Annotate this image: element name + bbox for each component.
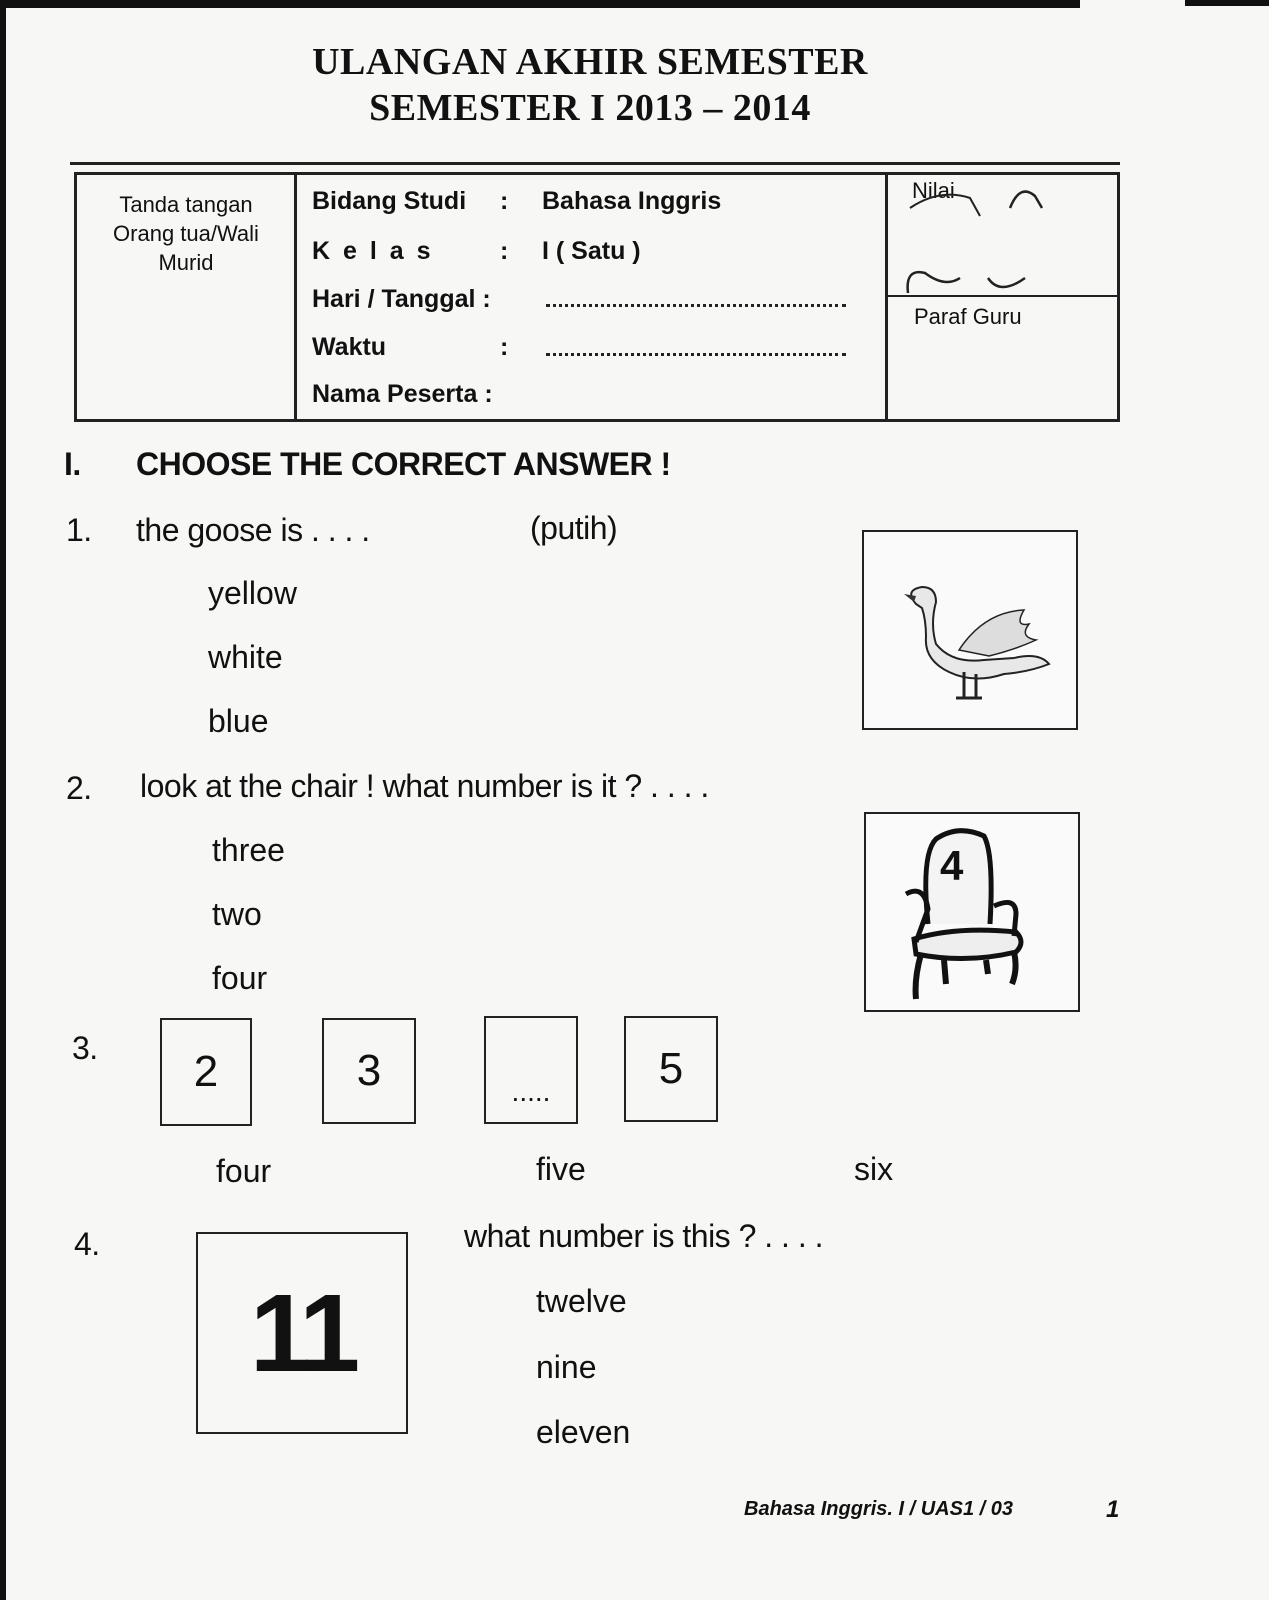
scan-edge-left [0,0,6,1600]
q1-text: the goose is . . . . [136,512,370,548]
q4-option-a[interactable]: twelve [536,1283,627,1319]
q4-number: 4. [74,1226,100,1262]
header-divider-1 [294,172,297,422]
section-number: I. [64,446,81,482]
header-rule [70,162,1120,165]
q3-box-blank: ..... [484,1016,578,1124]
chair-picture [864,812,1080,1012]
q3-number: 3. [72,1030,98,1066]
q3-box-2: 3 [322,1018,416,1124]
q3-box-4: 5 [624,1016,718,1122]
field-value-subject: Bahasa Inggris [542,187,722,215]
q2-number: 2. [66,770,92,806]
scan-edge-top [0,0,1080,8]
q3-option-a[interactable]: four [216,1153,272,1189]
goose-picture [862,530,1078,730]
goose-icon [864,532,1076,728]
q1-option-c[interactable]: blue [208,703,269,739]
q1-option-a[interactable]: yellow [208,575,297,611]
q1-number: 1. [66,512,92,548]
section-title: CHOOSE THE CORRECT ANSWER ! [136,446,671,482]
field-sep-class: : [500,237,509,265]
q4-number-box: 11 [196,1232,408,1434]
q3-box-1: 2 [160,1018,252,1126]
q2-option-b[interactable]: two [212,896,262,932]
q3-option-c[interactable]: six [854,1151,894,1187]
chair-icon [866,814,1078,1010]
field-label-name: Nama Peserta : [312,380,493,408]
page-number: 1 [1106,1496,1120,1523]
q3-option-b[interactable]: five [536,1151,586,1187]
chair-number: 4 [940,842,964,889]
exam-title: ULANGAN AKHIR SEMESTER [312,41,868,83]
field-label-class: K e l a s [312,237,434,265]
q4-text: what number is this ? . . . . [464,1218,823,1254]
exam-subtitle: SEMESTER I 2013 – 2014 [369,87,811,129]
q1-option-b[interactable]: white [208,639,283,675]
scan-edge-top-right [1185,0,1269,6]
handwritten-score [900,178,1080,298]
time-blank [546,353,846,356]
date-blank [546,304,846,307]
q4-option-c[interactable]: eleven [536,1414,631,1450]
field-label-subject: Bidang Studi [312,187,467,215]
q2-option-c[interactable]: four [212,960,268,996]
q4-option-b[interactable]: nine [536,1349,597,1385]
paraf-label: Paraf Guru [914,304,1022,329]
footer-code: Bahasa Inggris. I / UAS1 / 03 [744,1498,1013,1520]
field-sep-subject: : [500,187,509,215]
field-label-time: Waktu [312,333,387,361]
q2-option-a[interactable]: three [212,832,285,868]
q2-text: look at the chair ! what number is it ? . . . . [140,768,709,804]
field-value-class: I ( Satu ) [542,237,641,265]
signature-label: Tanda tangan Orang tua/Wali Murid [113,192,259,275]
field-label-date: Hari / Tanggal : [312,285,491,313]
q1-hint: (putih) [530,510,618,546]
header-divider-2 [885,172,888,422]
field-sep-time: : [500,333,509,361]
nilai-label: Nilai [912,178,955,203]
